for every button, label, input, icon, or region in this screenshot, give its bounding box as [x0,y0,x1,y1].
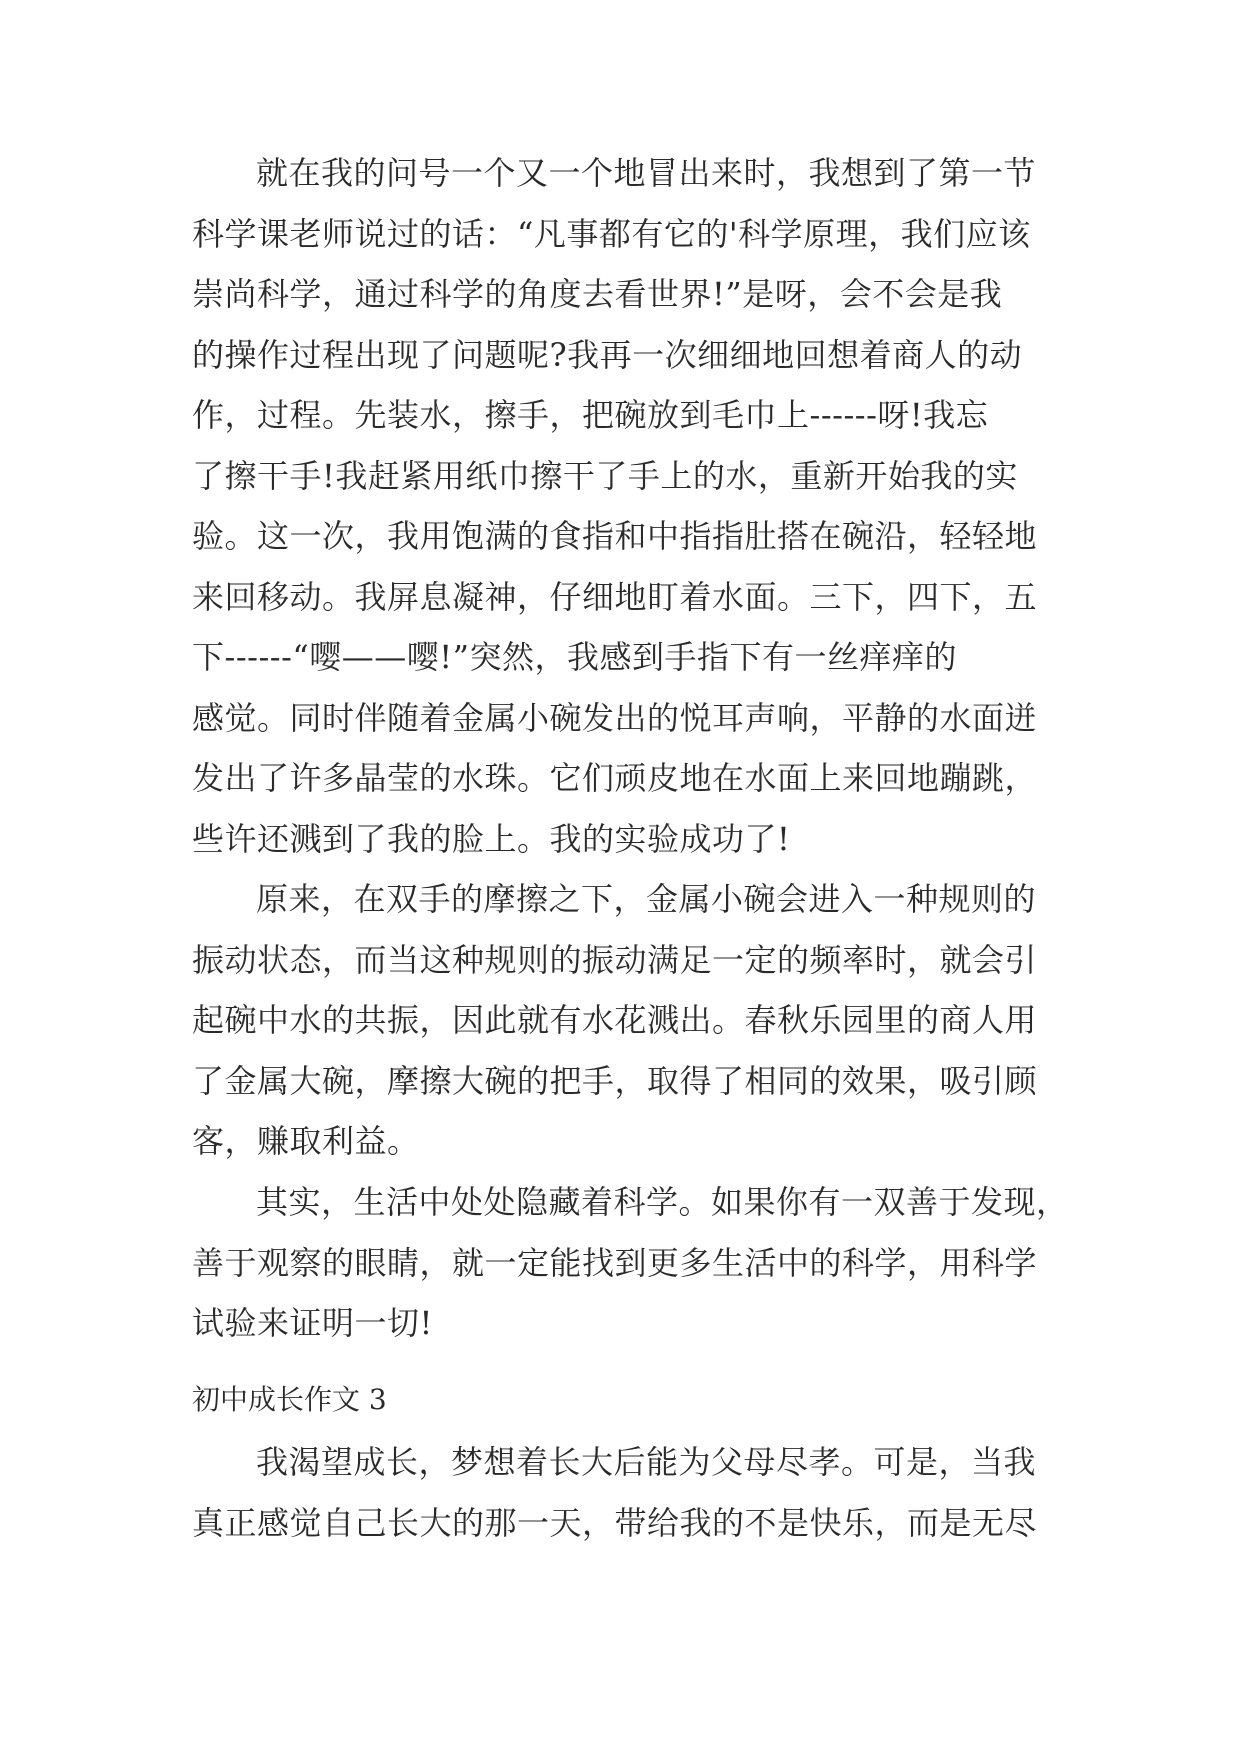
text-line: 崇尚科学，通过科学的角度去看世界!”是呀，会不会是我 [192,275,1003,313]
text-line: 科学课老师说过的话：“凡事都有它的'科学原理，我们应该 [192,214,1031,253]
text-line: 作，过程。先装水，擦手，把碗放到毛巾上------呀!我忘 [192,396,989,434]
paragraph-growing-up [192,1432,1060,1553]
text-line: 来回移动。我屏息凝神，仔细地盯着水面。三下，四下，五 [192,577,1038,616]
text-line: 了擦干手!我赶紧用纸巾擦干了手上的水，重新开始我的实 [192,456,1018,495]
text-line: 些许还溅到了我的脸上。我的实验成功了! [192,819,791,858]
text-line: 其实，生活中处处隐藏着科学。如果你有一双善于发现， [256,1183,1069,1221]
paragraph-resonance-explanation [192,869,1060,1172]
text-line: 我渴望成长，梦想着长大后能为父母尽孝。可是，当我 [256,1443,1037,1481]
text-line: 起碗中水的共振，因此就有水花溅出。春秋乐园里的商人用 [192,1001,1038,1039]
text-line: 验。这一次，我用饱满的食指和中指指肚搭在碗沿，轻轻地 [192,517,1038,555]
paragraph-conclusion [192,1172,1069,1354]
text-line: 就在我的问号一个又一个地冒出来时，我想到了第一节 [256,154,1037,192]
text-line: 感觉。同时伴随着金属小碗发出的悦耳声响，平静的水面迸 [192,698,1038,737]
paragraph-scientific-principle [192,143,1060,869]
text-line: 真正感觉自己长大的那一天，带给我的不是快乐，而是无尽 [192,1503,1038,1542]
text-line: 发出了许多晶莹的水珠。它们顽皮地在水面上来回地蹦跳， [192,759,1038,797]
section-title: 初中成长作文 3 [192,1383,387,1416]
text-line: 善于观察的眼睛，就一定能找到更多生活中的科学，用科学 [192,1243,1038,1282]
text-line: 下------“嘤——嘤!”突然，我感到手指下有一丝痒痒的 [192,638,957,676]
text-line: 振动状态，而当这种规则的振动满足一定的频率时，就会引 [192,940,1038,979]
text-line: 原来，在双手的摩擦之下，金属小碗会进入一种规则的 [256,880,1037,918]
text-line: 了金属大碗，摩擦大碗的把手，取得了相同的效果，吸引顾 [192,1061,1038,1100]
text-line: 的操作过程出现了问题呢?我再一次细细地回想着商人的动 [192,335,1023,374]
text-line: 试验来证明一切! [192,1304,433,1342]
text-line: 客，赚取利益。 [192,1122,420,1160]
